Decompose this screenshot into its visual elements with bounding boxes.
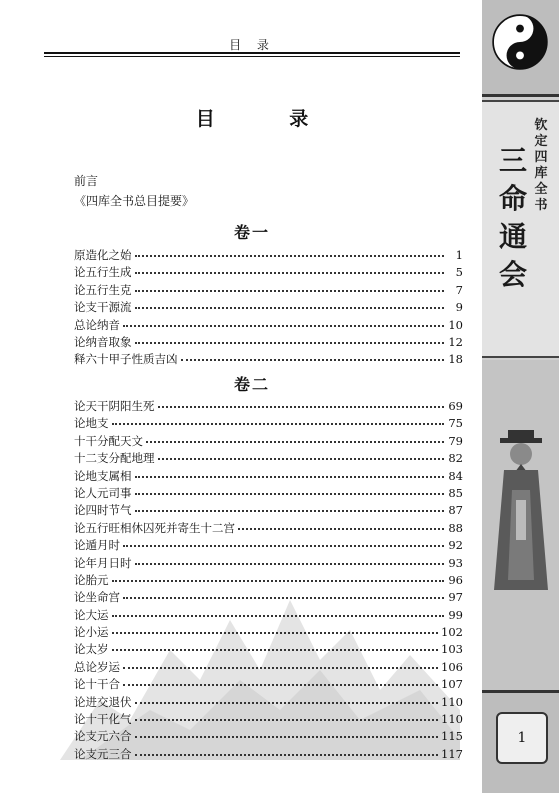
toc-entry-title: 论胎元 (74, 572, 109, 587)
toc-entry[interactable] (74, 676, 463, 693)
toc-list-vol1 (74, 247, 463, 369)
toc-leader-dots (135, 468, 445, 478)
toc-entry-page: 110 (441, 694, 463, 709)
toc-entry-page: 79 (448, 433, 463, 448)
sidebar-top-panel (482, 0, 559, 97)
toc-entry-page: 117 (441, 746, 463, 761)
toc-entry-title: 论五行生克 (74, 282, 132, 297)
toc-leader-dots (135, 728, 439, 738)
toc-entry-page: 88 (448, 520, 463, 535)
front-matter-preface[interactable]: 前言 (74, 174, 99, 188)
toc-leader-dots (112, 572, 445, 582)
official-figure-icon (490, 430, 552, 600)
toc-entry[interactable] (74, 433, 463, 450)
toc-entry-page: 7 (455, 282, 463, 297)
toc-entry-title: 论支元三合 (74, 746, 132, 761)
front-matter-summary[interactable]: 《四库全书总目提要》 (74, 194, 195, 208)
toc-entry-title: 论四时节气 (74, 503, 132, 518)
toc-leader-dots (112, 624, 439, 634)
toc-entry[interactable] (74, 502, 463, 519)
toc-leader-dots (158, 398, 445, 408)
book-title: 三命通会 (498, 144, 527, 291)
toc-entry-page: 102 (441, 625, 463, 640)
toc-entry[interactable] (74, 485, 463, 502)
decorative-sidebar (482, 0, 559, 790)
toc-leader-dots (135, 282, 445, 292)
toc-entry[interactable] (74, 607, 463, 624)
toc-entry[interactable] (74, 450, 463, 467)
toc-leader-dots (123, 317, 444, 327)
toc-leader-dots (135, 694, 439, 704)
taiji-icon (492, 14, 548, 70)
toc-entry-title: 论十干化气 (74, 712, 132, 727)
toc-entry-page: 93 (448, 555, 463, 570)
toc-entry-page: 115 (441, 729, 463, 744)
section-heading-vol2: 卷二 (233, 375, 270, 394)
toc-leader-dots (112, 607, 445, 617)
toc-entry-page: 110 (441, 712, 463, 727)
toc-entry[interactable] (74, 589, 463, 606)
toc-leader-dots (123, 589, 444, 599)
toc-entry[interactable] (74, 520, 463, 537)
toc-entry-title: 论纳音取象 (74, 334, 132, 349)
toc-entry-title: 论地支属相 (74, 468, 132, 483)
toc-entry-page: 85 (448, 485, 463, 500)
toc-entry-page: 87 (448, 503, 463, 518)
toc-leader-dots (123, 676, 438, 686)
toc-entry-title: 论年月日时 (74, 555, 132, 570)
toc-entry-title: 论进交退伏 (74, 694, 132, 709)
toc-entry[interactable] (74, 247, 463, 264)
toc-entry-page: 99 (448, 607, 463, 622)
toc-entry[interactable] (74, 641, 463, 658)
toc-entry-page: 84 (448, 468, 463, 483)
toc-entry-title: 论坐命宫 (74, 590, 120, 605)
toc-leader-dots (135, 711, 439, 721)
toc-entry-page: 75 (448, 416, 463, 431)
toc-entry-title: 总论岁运 (74, 659, 120, 674)
toc-entry-title: 论五行旺相休囚死并寄生十二宫 (74, 520, 235, 535)
toc-entry[interactable] (74, 728, 463, 745)
toc-entry-page: 96 (448, 572, 463, 587)
toc-entry[interactable] (74, 299, 463, 316)
header-rule (44, 52, 460, 54)
toc-leader-dots (123, 659, 438, 669)
toc-entry-page: 10 (448, 317, 463, 332)
toc-list-vol2 (74, 398, 463, 763)
toc-leader-dots (146, 433, 444, 443)
toc-entry-page: 106 (441, 659, 463, 674)
toc-entry[interactable] (74, 264, 463, 281)
toc-entry-page: 92 (448, 538, 463, 553)
toc-entry-title: 论支元六合 (74, 729, 132, 744)
toc-leader-dots (135, 299, 445, 309)
toc-entry-page: 107 (441, 677, 463, 692)
toc-entry-title: 原造化之始 (74, 248, 132, 262)
toc-entry-title: 十二支分配地理 (74, 451, 155, 466)
toc-leader-dots (135, 555, 445, 565)
toc-entry[interactable] (74, 351, 463, 368)
toc-entry-title: 论大运 (74, 607, 109, 622)
toc-entry-title: 总论纳音 (74, 317, 120, 332)
toc-entry-title: 论人元司事 (74, 485, 132, 500)
toc-entry-page: 82 (448, 451, 463, 466)
running-head: 目 录 (229, 38, 275, 52)
toc-leader-dots (112, 415, 445, 425)
toc-leader-dots (135, 746, 439, 756)
section-heading-vol1: 卷一 (233, 223, 270, 242)
toc-entry-title: 论十干合 (74, 677, 120, 692)
toc-entry-page: 18 (448, 352, 463, 367)
toc-leader-dots (135, 264, 445, 274)
toc-entry[interactable] (74, 398, 463, 415)
toc-entry-page: 103 (441, 642, 463, 657)
toc-entry-page: 69 (448, 399, 463, 413)
toc-entry[interactable] (74, 711, 463, 728)
toc-entry-title: 论太岁 (74, 642, 109, 657)
toc-entry-title: 论天干阴阳生死 (74, 399, 155, 413)
toc-entry[interactable] (74, 659, 463, 676)
toc-leader-dots (135, 485, 445, 495)
toc-entry[interactable] (74, 282, 463, 299)
toc-leader-dots (135, 334, 445, 344)
toc-leader-dots (123, 537, 444, 547)
toc-entry-page: 5 (455, 265, 463, 280)
toc-entry-page: 97 (448, 590, 463, 605)
page-title: 目 录 (195, 108, 343, 130)
toc-leader-dots (238, 520, 444, 530)
toc-entry[interactable] (74, 537, 463, 554)
toc-entry-title: 论遁月时 (74, 538, 120, 553)
header-rule-thin (44, 56, 460, 57)
toc-entry-title: 论小运 (74, 625, 109, 640)
toc-leader-dots (112, 641, 439, 651)
toc-entry[interactable] (74, 624, 463, 641)
toc-leader-dots (158, 450, 445, 460)
toc-leader-dots (135, 502, 445, 512)
toc-entry-page: 1 (455, 248, 463, 262)
toc-entry[interactable] (74, 468, 463, 485)
toc-entry-title: 十干分配天文 (74, 433, 143, 448)
series-title: 钦定四库全书 (534, 118, 548, 213)
page-number: 1 (496, 712, 548, 764)
toc-entry[interactable] (74, 415, 463, 432)
toc-entry-title: 论支干源流 (74, 300, 132, 315)
toc-leader-dots (181, 351, 445, 361)
toc-entry-title: 释六十甲子性质吉凶 (74, 352, 178, 367)
toc-entry[interactable] (74, 694, 463, 711)
toc-entry[interactable] (74, 555, 463, 572)
toc-entry-title: 论五行生成 (74, 265, 132, 280)
toc-entry-page: 12 (448, 334, 463, 349)
toc-entry-title: 论地支 (74, 416, 109, 431)
toc-entry[interactable] (74, 334, 463, 351)
toc-entry[interactable] (74, 572, 463, 589)
toc-entry[interactable] (74, 317, 463, 334)
toc-entry-page: 9 (455, 300, 463, 315)
toc-entry[interactable] (74, 746, 463, 763)
toc-leader-dots (135, 247, 445, 257)
